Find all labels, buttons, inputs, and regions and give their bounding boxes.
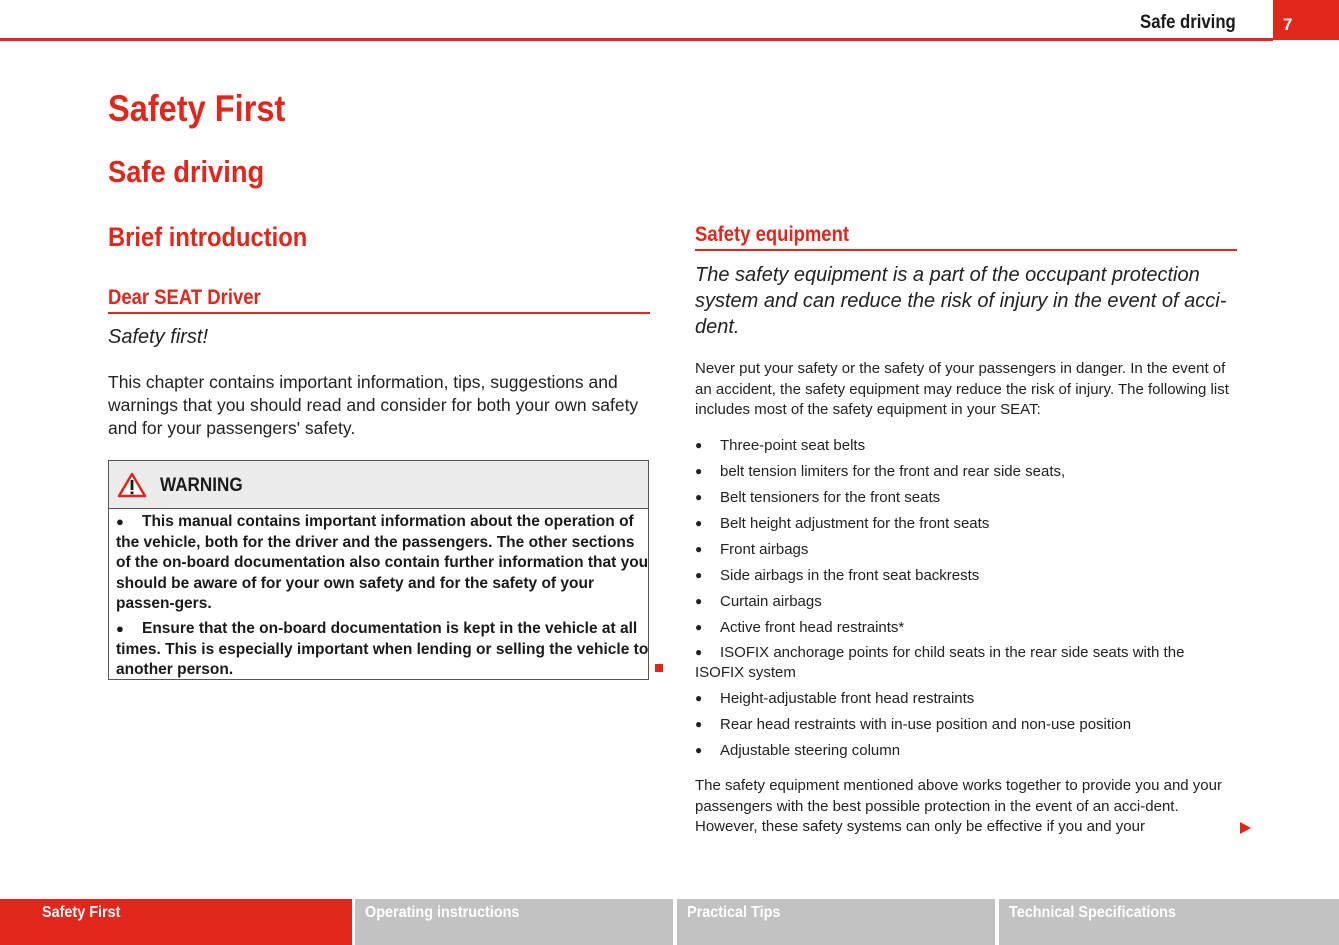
list-item-text: belt tension limiters for the front and rear side seats, bbox=[720, 463, 1066, 480]
continue-arrow-icon bbox=[1240, 822, 1251, 834]
section-end-icon bbox=[655, 664, 663, 672]
header-rule bbox=[0, 38, 1273, 41]
tab-technical-specifications[interactable]: Technical Specifications bbox=[999, 899, 1339, 945]
list-item bbox=[695, 436, 1235, 456]
safety-equipment-heading: Safety equipment bbox=[695, 223, 850, 246]
lead-text: The safety equipment is a part of the occupant protection system and can reduce the risk of injury in the event of acci-dent. bbox=[695, 264, 1227, 338]
warning-title: WARNING bbox=[160, 475, 243, 496]
list-item bbox=[695, 592, 1235, 612]
warning-item: ● This manual contains important information about the operation of the vehicle, both for the driver and the passengers. The other sections of the on-board documentation also contain further information that you should be aware of for your own safety and for the safety of your passen-gers. bbox=[116, 513, 649, 612]
list-item-text: Side airbags in the front seat backrests bbox=[720, 567, 980, 584]
list-item bbox=[695, 741, 1235, 761]
chapter-title: Safety First bbox=[108, 88, 286, 129]
bullet-icon: ● bbox=[116, 621, 124, 636]
list-item-text: Three-point seat belts bbox=[720, 437, 866, 454]
list-item-text: Rear head restraints with in-use position and non-use position bbox=[720, 716, 1132, 733]
bullet-icon: ● bbox=[695, 568, 703, 582]
list-item bbox=[695, 643, 1235, 683]
bullet-icon: ● bbox=[695, 691, 703, 705]
list-item bbox=[695, 462, 1235, 482]
bullet-icon: ● bbox=[695, 743, 703, 757]
bullet-icon: ● bbox=[695, 490, 703, 504]
list-item bbox=[695, 488, 1235, 508]
warning-item: ● Ensure that the on-board documentation is kept in the vehicle at all times. This is especially important when lending or selling the vehicle to another person. bbox=[116, 620, 649, 678]
list-item-text: Curtain airbags bbox=[720, 593, 822, 610]
list-item bbox=[695, 540, 1235, 560]
running-header: Safe driving bbox=[1140, 12, 1236, 33]
bullet-icon: ● bbox=[695, 594, 703, 608]
bullet-icon: ● bbox=[695, 620, 703, 634]
warning-box bbox=[108, 460, 649, 680]
dear-driver-heading: Dear SEAT Driver bbox=[108, 286, 261, 309]
list-item-text: Height-adjustable front head restraints bbox=[720, 690, 975, 707]
list-item bbox=[695, 689, 1235, 709]
list-item bbox=[695, 514, 1235, 534]
page-number: 7 bbox=[1273, 0, 1339, 40]
list-item-text: Active front head restraints* bbox=[720, 619, 905, 636]
heading-rule bbox=[108, 312, 650, 314]
warning-triangle-icon bbox=[117, 472, 147, 498]
bullet-icon: ● bbox=[695, 542, 703, 556]
section-title: Safe driving bbox=[108, 154, 265, 189]
closing-paragraph: The safety equipment mentioned above works together to provide you and your passengers with the best possible protection in the event of an acci-dent. However, these safety systems can only be effective if you and your bbox=[695, 777, 1222, 835]
bullet-icon: ● bbox=[116, 514, 124, 529]
bullet-icon: ● bbox=[695, 464, 703, 478]
body-paragraph: This chapter contains important information, tips, suggestions and warnings that you should read and consider for both your own safety and for your passengers' safety. bbox=[108, 372, 639, 438]
list-item bbox=[695, 618, 1235, 638]
tab-safety-first[interactable]: Safety First bbox=[0, 899, 352, 945]
intro-text: Safety first! bbox=[108, 326, 209, 348]
list-item-text: Adjustable steering column bbox=[720, 742, 901, 759]
warning-header bbox=[109, 461, 648, 509]
list-item bbox=[695, 566, 1235, 586]
footer-nav bbox=[0, 899, 1339, 945]
subsection-title: Brief introduction bbox=[108, 222, 308, 252]
bullet-icon: ● bbox=[695, 717, 703, 731]
tab-operating-instructions[interactable]: Operating instructions bbox=[355, 899, 673, 945]
heading-rule bbox=[695, 249, 1237, 251]
list-item bbox=[695, 715, 1235, 735]
list-item-text: Belt height adjustment for the front seats bbox=[720, 515, 990, 532]
list-item-text: ISOFIX anchorage points for child seats in the rear side seats with the ISOFIX system bbox=[695, 644, 1185, 681]
tab-practical-tips[interactable]: Practical Tips bbox=[677, 899, 995, 945]
bullet-icon: ● bbox=[695, 516, 703, 530]
bullet-icon: ● bbox=[695, 645, 703, 659]
bullet-icon: ● bbox=[695, 438, 703, 452]
list-item-text: Front airbags bbox=[720, 541, 809, 558]
list-item-text: Belt tensioners for the front seats bbox=[720, 489, 941, 506]
intro-paragraph: Never put your safety or the safety of your passengers in danger. In the event of an accident, the safety equipment may reduce the risk of injury. The following list includes most of the safety equipment in your SEAT: bbox=[695, 360, 1229, 418]
